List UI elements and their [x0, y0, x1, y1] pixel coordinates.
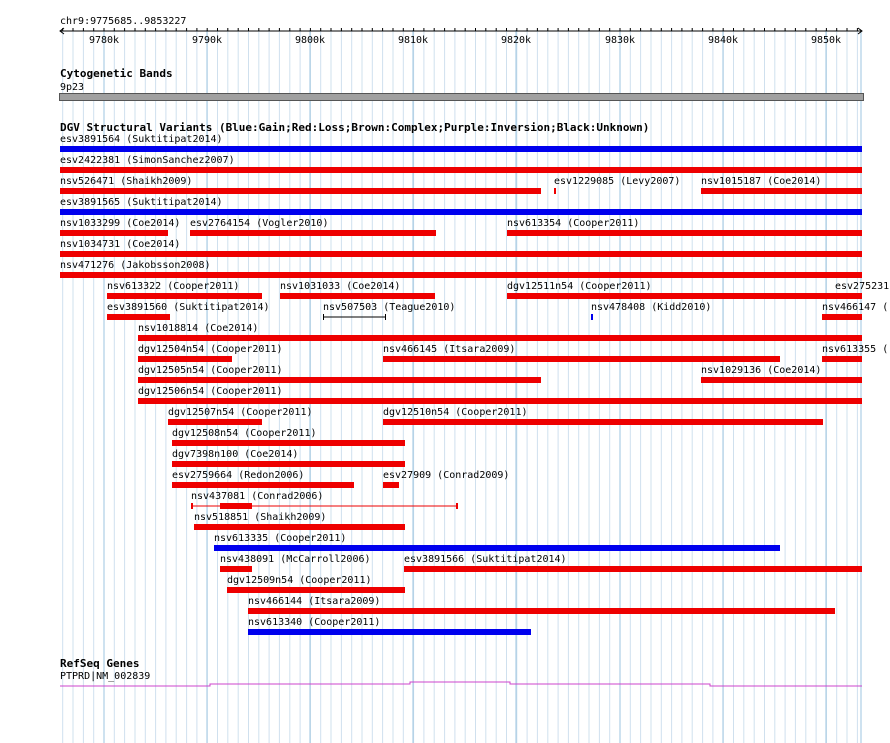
dgv-feature-label[interactable]: nsv613354 (Cooper2011): [507, 218, 640, 229]
dgv-feature-bar[interactable]: [383, 356, 780, 362]
dgv-feature-bar[interactable]: [60, 272, 862, 278]
dgv-feature-bar[interactable]: [107, 293, 262, 299]
dgv-feature-bar[interactable]: [190, 230, 436, 236]
dgv-feature-label[interactable]: nsv507503 (Teague2010): [323, 302, 456, 313]
cytoband-label: 9p23: [60, 82, 85, 93]
dgv-feature-bar[interactable]: [60, 230, 168, 236]
dgv-feature-label[interactable]: nsv478408 (Kidd2010): [591, 302, 712, 313]
dgv-feature-label[interactable]: nsv471276 (Jakobsson2008): [60, 260, 211, 271]
dgv-track-title[interactable]: DGV Structural Variants (Blue:Gain;Red:Loss;Brown:Complex;Purple:Inversion;Black:Unknown): [60, 121, 650, 134]
dgv-feature-label[interactable]: nsv613335 (Cooper2011): [214, 533, 347, 544]
ruler-tick-label: 9850k: [810, 35, 842, 46]
dgv-feature-label[interactable]: nsv1034731 (Coe2014): [60, 239, 181, 250]
dgv-feature-label[interactable]: esv2764154 (Vogler2010): [190, 218, 329, 229]
ruler-location: chr9:9775685..9853227: [60, 16, 187, 27]
dgv-feature-label[interactable]: dgv12511n54 (Cooper2011): [507, 281, 652, 292]
dgv-feature-bar[interactable]: [172, 482, 354, 488]
dgv-feature-label[interactable]: dgv7398n100 (Coe2014): [172, 449, 299, 460]
dgv-feature-label[interactable]: nsv1015187 (Coe2014): [701, 176, 822, 187]
dgv-feature-bar[interactable]: [507, 293, 862, 299]
cytoband-bar[interactable]: [59, 93, 864, 101]
dgv-feature-label[interactable]: dgv12507n54 (Cooper2011): [168, 407, 313, 418]
dgv-feature-bar[interactable]: [280, 293, 435, 299]
dgv-feature-label[interactable]: nsv466147 (: [822, 302, 889, 313]
dgv-feature-bar[interactable]: [194, 524, 405, 530]
dgv-feature-label[interactable]: nsv613340 (Cooper2011): [248, 617, 381, 628]
dgv-feature-bar[interactable]: [248, 608, 835, 614]
dgv-feature-label[interactable]: nsv526471 (Shaikh2009): [60, 176, 193, 187]
dgv-feature-bar[interactable]: [591, 314, 593, 320]
dgv-feature-label[interactable]: esv2759664 (Redon2006): [172, 470, 305, 481]
refseq-gene-line[interactable]: [0, 678, 890, 692]
dgv-feature-bar[interactable]: [404, 566, 862, 572]
refseq-track-title[interactable]: RefSeq Genes: [60, 657, 140, 670]
ruler-tick-label: 9840k: [707, 35, 739, 46]
dgv-feature-bar[interactable]: [60, 146, 862, 152]
dgv-feature-bar[interactable]: [191, 501, 460, 511]
dgv-feature-label[interactable]: esv3891564 (Suktitipat2014): [60, 134, 223, 145]
dgv-feature-bar[interactable]: [554, 188, 556, 194]
dgv-feature-label[interactable]: dgv12510n54 (Cooper2011): [383, 407, 528, 418]
dgv-feature-label[interactable]: esv3891565 (Suktitipat2014): [60, 197, 223, 208]
refseq-gene-label[interactable]: PTPRD|NM_002839: [60, 671, 151, 682]
dgv-feature-bar[interactable]: [701, 188, 862, 194]
dgv-feature-label[interactable]: nsv518851 (Shaikh2009): [194, 512, 327, 523]
dgv-feature-bar[interactable]: [507, 230, 862, 236]
dgv-feature-label[interactable]: esv2422381 (SimonSanchez2007): [60, 155, 235, 166]
dgv-feature-label[interactable]: nsv1031033 (Coe2014): [280, 281, 401, 292]
dgv-feature-bar[interactable]: [107, 314, 170, 320]
ruler-tick-label: 9800k: [294, 35, 326, 46]
dgv-feature-label[interactable]: dgv12504n54 (Cooper2011): [138, 344, 283, 355]
dgv-feature-bar[interactable]: [701, 377, 862, 383]
dgv-feature-bar[interactable]: [60, 209, 862, 215]
dgv-feature-label[interactable]: nsv438091 (McCarroll2006): [220, 554, 371, 565]
dgv-feature-bar[interactable]: [220, 566, 252, 572]
dgv-feature-label[interactable]: esv1229085 (Levy2007): [554, 176, 681, 187]
dgv-feature-label[interactable]: esv3891566 (Suktitipat2014): [404, 554, 567, 565]
dgv-feature-bar[interactable]: [138, 398, 862, 404]
dgv-feature-bar[interactable]: [168, 419, 262, 425]
dgv-feature-bar[interactable]: [383, 482, 399, 488]
dgv-feature-label[interactable]: dgv12506n54 (Cooper2011): [138, 386, 283, 397]
ruler-tick-label: 9780k: [88, 35, 120, 46]
dgv-feature-bar[interactable]: [383, 419, 823, 425]
dgv-feature-bar[interactable]: [60, 167, 862, 173]
cytoband-track-title[interactable]: Cytogenetic Bands: [60, 67, 173, 80]
dgv-feature-label[interactable]: nsv1018814 (Coe2014): [138, 323, 259, 334]
dgv-feature-label[interactable]: nsv437081 (Conrad2006): [191, 491, 324, 502]
dgv-feature-label[interactable]: dgv12505n54 (Cooper2011): [138, 365, 283, 376]
dgv-feature-label[interactable]: nsv1029136 (Coe2014): [701, 365, 822, 376]
dgv-feature-label[interactable]: nsv613322 (Cooper2011): [107, 281, 240, 292]
dgv-feature-bar[interactable]: [172, 440, 405, 446]
dgv-feature-label[interactable]: esv3891560 (Suktitipat2014): [107, 302, 270, 313]
dgv-feature-label[interactable]: esv27909 (Conrad2009): [383, 470, 510, 481]
dgv-feature-label[interactable]: dgv12509n54 (Cooper2011): [227, 575, 372, 586]
dgv-feature-bar[interactable]: [138, 356, 232, 362]
dgv-feature-bar[interactable]: [822, 356, 862, 362]
ruler-tick-label: 9830k: [604, 35, 636, 46]
dgv-feature-bar[interactable]: [227, 587, 405, 593]
dgv-feature-bar[interactable]: [138, 377, 541, 383]
dgv-feature-label[interactable]: nsv466144 (Itsara2009): [248, 596, 381, 607]
dgv-feature-bar[interactable]: [60, 251, 862, 257]
dgv-feature-bar[interactable]: [323, 312, 388, 322]
dgv-feature-bar[interactable]: [822, 314, 862, 320]
dgv-feature-bar[interactable]: [172, 461, 405, 467]
dgv-feature-bar[interactable]: [60, 188, 541, 194]
dgv-feature-bar[interactable]: [214, 545, 780, 551]
dgv-feature-label[interactable]: nsv1033299 (Coe2014): [60, 218, 181, 229]
dgv-feature-label[interactable]: dgv12508n54 (Cooper2011): [172, 428, 317, 439]
dgv-feature-bar[interactable]: [248, 629, 531, 635]
dgv-feature-label[interactable]: nsv613355 (: [822, 344, 889, 355]
dgv-feature-label[interactable]: nsv466145 (Itsara2009): [383, 344, 516, 355]
dgv-feature-label[interactable]: esv275231: [835, 281, 890, 292]
dgv-feature-bar[interactable]: [138, 335, 862, 341]
ruler-tick-label: 9820k: [500, 35, 532, 46]
ruler-tick-label: 9790k: [191, 35, 223, 46]
dgv-feature-bar[interactable]: [835, 293, 862, 299]
ruler-tick-label: 9810k: [397, 35, 429, 46]
